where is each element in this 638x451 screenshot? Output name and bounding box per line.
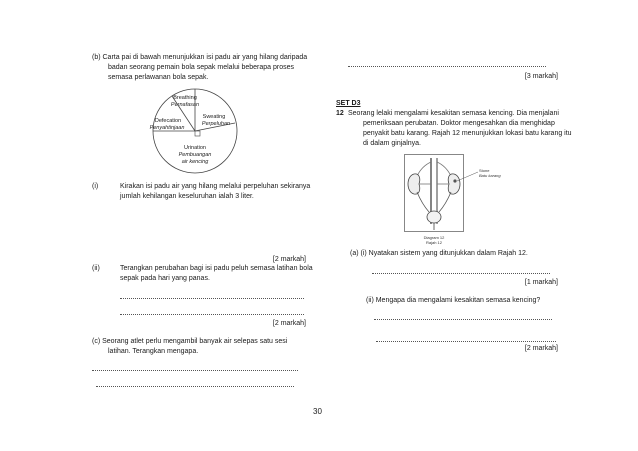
question-a-i: (a) (i) Nyatakan sistem yang ditunjukkan dalam Rajah 12. [350, 250, 528, 257]
label-urination-ms2: air kencing [181, 159, 209, 165]
question-b-line2: badan seorang pemain bola sepak melalui beberapa proses [108, 64, 295, 71]
answer-line-c-1[interactable] [92, 370, 298, 371]
question-ii-marks: [2 markah] [272, 320, 306, 327]
question-a-ii-marks: [2 markah] [524, 345, 558, 352]
question-12-line1: Seorang lelaki mengalami kesakitan semasa kencing. Dia menjalani [348, 110, 559, 117]
bladder [427, 211, 441, 223]
question-ii-line2: sepak pada hari yang panas. [120, 275, 210, 282]
label-breathing-ms: Pernafasan [170, 102, 200, 108]
label-stone-ms: Batu karang [479, 173, 501, 178]
page-number: 30 [313, 407, 322, 416]
answer-line-a-i[interactable] [372, 273, 550, 274]
question-a-ii: (ii) Mengapa dia mengalami kesakitan semasa kencing? [366, 297, 541, 304]
answer-line-a-ii-2[interactable] [376, 341, 556, 342]
question-a-i-marks: [1 markah] [524, 279, 558, 286]
label-urination-ms1: Pembuangan [178, 152, 212, 158]
answer-line-c-2[interactable] [96, 386, 294, 387]
answer-line-prev[interactable] [348, 66, 546, 67]
question-ii-line1: Terangkan perubahan bagi isi padu peluh semasa latihan bola [120, 265, 313, 272]
set-title: SET D3 [336, 100, 361, 107]
answer-line-ii-2[interactable] [120, 314, 304, 315]
question-b-line1: (b) Carta pai di bawah menunjukkan isi padu air yang hilang daripada [92, 54, 308, 61]
label-sweating-ms: Perpeluhan [201, 121, 231, 127]
question-12-line3: penyakit batu karang. Rajah 12 menunjukkan lokasi batu karang itu [363, 130, 572, 137]
label-defecation: Defecation [154, 118, 182, 124]
diagram-caption-ms: Rajah 12 [425, 240, 443, 245]
kidney-stone [453, 179, 456, 182]
question-i-marks: [2 markah] [272, 256, 306, 263]
left-kidney [408, 174, 420, 194]
label-breathing: Breathing [173, 95, 197, 101]
label-stone: Stone [479, 168, 490, 173]
question-c-line2: latihan. Terangkan mengapa. [108, 348, 199, 355]
question-b-line3: semasa perlawanan bola sepak. [108, 74, 209, 81]
right-kidney [448, 174, 460, 194]
diagram-caption-en: Diagram 12 [423, 235, 445, 240]
question-12-number: 12 [336, 110, 344, 117]
question-i-line1: Kirakan isi padu air yang hilang melalui perpeluhan sekiranya [120, 183, 311, 190]
answer-line-ii-1[interactable] [120, 298, 304, 299]
question-12-line4: di dalam ginjalnya. [363, 140, 421, 147]
urinary-system-diagram [404, 154, 512, 248]
label-defecation-ms: Penyahtinjaan [149, 125, 185, 131]
question-i-number: (i) [92, 183, 99, 190]
water-loss-pie-chart [140, 87, 250, 175]
question-i-line2: jumlah kehilangan keseluruhan ialah 3 liter. [120, 193, 254, 200]
top-marks: [3 markah] [524, 73, 558, 80]
question-c-line1: (c) Seorang atlet perlu mengambil banyak air selepas satu sesi [92, 338, 288, 345]
question-12-line2: pemeriksaan perubatan. Doktor mengesahkan dia menghidap [363, 120, 555, 127]
question-ii-number: (ii) [92, 265, 100, 272]
answer-line-a-ii-1[interactable] [374, 319, 552, 320]
label-urination: Urination [183, 145, 207, 151]
label-sweating: Sweating [202, 114, 226, 120]
